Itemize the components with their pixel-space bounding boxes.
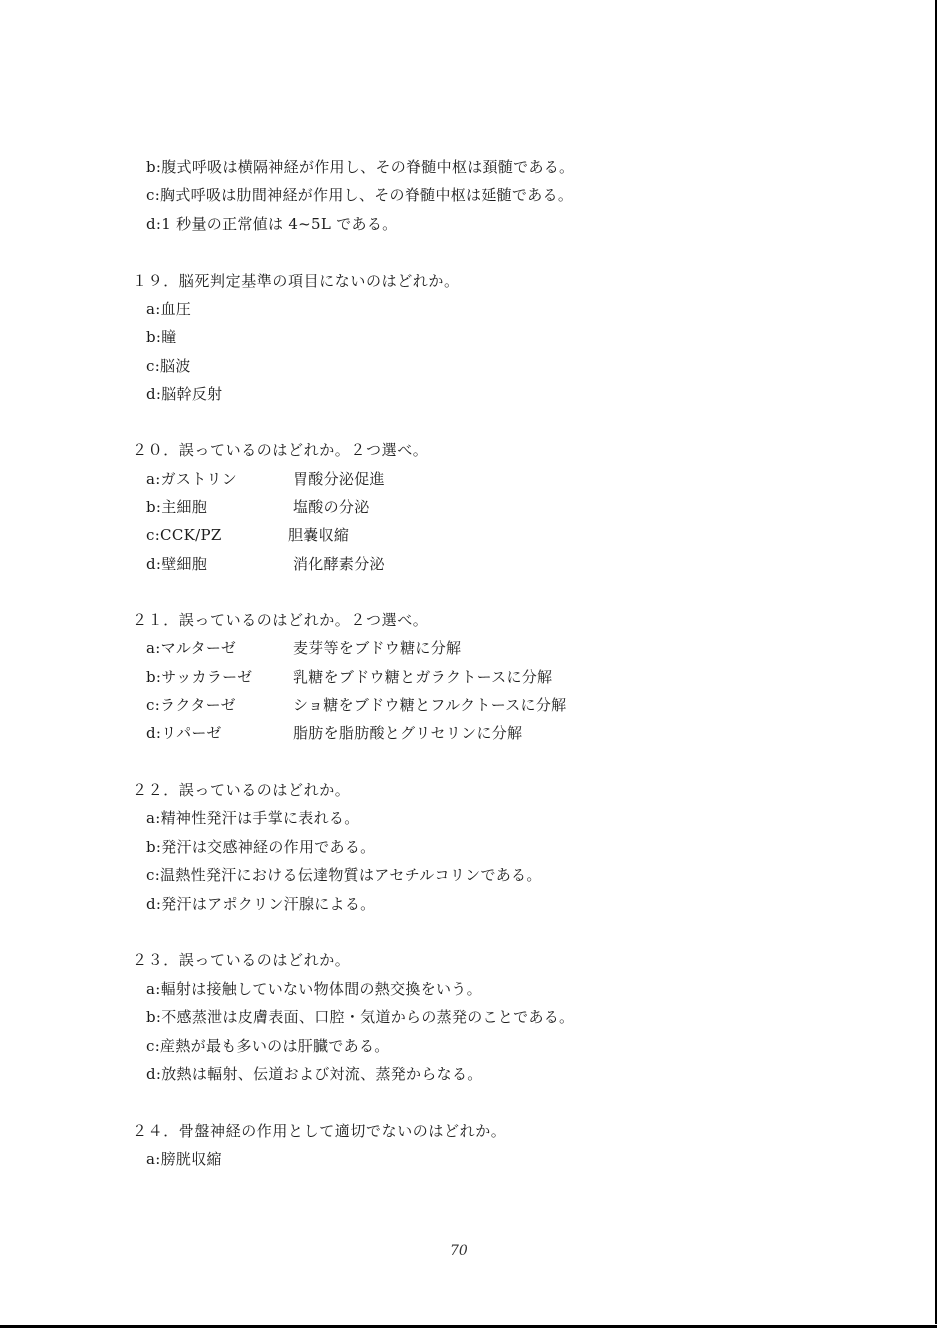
option-line: a:輻射は接触していない物体間の熱交換をいう。	[146, 980, 482, 998]
option-term: a:マルターゼ	[146, 639, 237, 657]
question-title: ２４．骨盤神経の作用として適切でないのはどれか。	[132, 1122, 507, 1140]
option-desc: 麦芽等をブドウ糖に分解	[293, 639, 462, 657]
option-line: a:血圧	[146, 300, 192, 318]
scan-edge-bottom	[0, 1325, 937, 1328]
question-title: ２２．誤っているのはどれか。	[132, 781, 351, 799]
scan-edge-right	[935, 0, 937, 1324]
option-desc: 胃酸分泌促進	[293, 470, 385, 488]
option-term: a:ガストリン	[146, 470, 238, 488]
option-term: d:リパーゼ	[146, 724, 222, 742]
question-title: ２０．誤っているのはどれか。２つ選べ。	[132, 441, 429, 459]
option-line: b:発汗は交感神経の作用である。	[146, 838, 376, 856]
option-line: d:放熱は輻射、伝道および対流、蒸発からなる。	[146, 1065, 483, 1083]
option-line: a:精神性発汗は手掌に表れる。	[146, 809, 360, 827]
option-desc: 消化酵素分泌	[293, 555, 385, 573]
option-line: c:産熱が最も多いのは肝臓である。	[146, 1037, 390, 1055]
page-number: 70	[450, 1243, 468, 1259]
option-term: b:主細胞	[146, 498, 208, 516]
option-line: b:不感蒸泄は皮膚表面、口腔・気道からの蒸発のことである。	[146, 1008, 575, 1026]
question-title: １９．脳死判定基準の項目にないのはどれか。	[132, 272, 460, 290]
option-desc: 乳糖をブドウ糖とガラクトースに分解	[293, 668, 553, 686]
option-line: b:腹式呼吸は横隔神経が作用し、その脊髄中枢は頚髄である。	[146, 158, 575, 176]
option-desc: 塩酸の分泌	[293, 498, 370, 516]
option-line: a:膀胱収縮	[146, 1150, 222, 1168]
option-term: b:サッカラーゼ	[146, 668, 253, 686]
option-line: d:1 秒量の正常値は 4~5L である。	[146, 215, 398, 233]
option-line: c:胸式呼吸は肋間神経が作用し、その脊髄中枢は延髄である。	[146, 186, 574, 204]
question-title: ２３．誤っているのはどれか。	[132, 951, 351, 969]
option-line: d:脳幹反射	[146, 385, 223, 403]
option-desc: ショ糖をブドウ糖とフルクトースに分解	[293, 696, 567, 714]
option-term: c:CCK/PZ	[146, 526, 222, 544]
option-desc: 胆嚢収縮	[288, 526, 350, 544]
option-line: c:温熱性発汗における伝達物質はアセチルコリンである。	[146, 866, 542, 884]
option-line: b:瞳	[146, 328, 177, 346]
option-term: d:壁細胞	[146, 555, 208, 573]
question-title: ２１．誤っているのはどれか。２つ選べ。	[132, 611, 429, 629]
option-term: c:ラクターゼ	[146, 696, 236, 714]
option-line: c:脳波	[146, 357, 191, 375]
option-line: d:発汗はアポクリン汗腺による。	[146, 895, 376, 913]
option-desc: 脂肪を脂肪酸とグリセリンに分解	[293, 724, 523, 742]
